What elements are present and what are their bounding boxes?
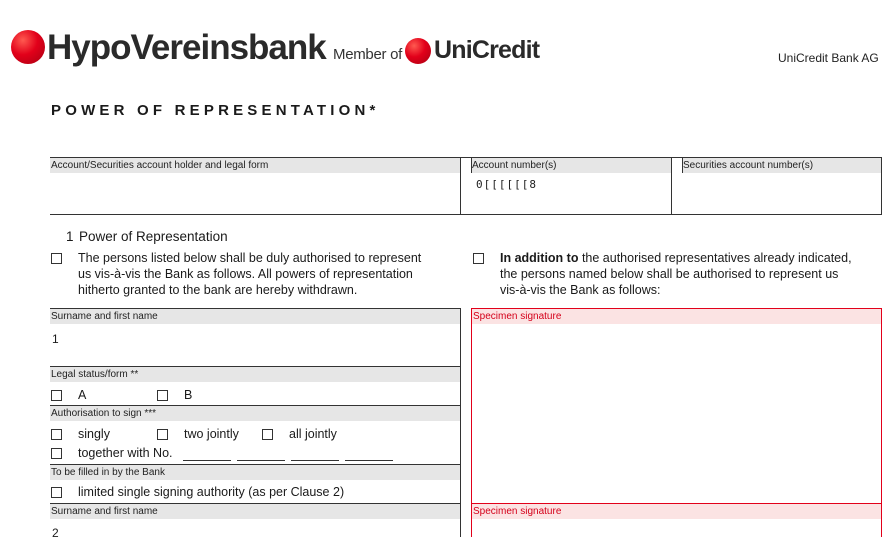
securities-left-border bbox=[682, 157, 683, 173]
rep1-signature-right-border bbox=[881, 308, 882, 504]
top-divider-1 bbox=[460, 157, 461, 215]
rep1-singly-checkbox[interactable] bbox=[51, 429, 62, 440]
account-number-label: Account number(s) bbox=[471, 158, 671, 173]
rep1-limited-label: limited single signing authority (as per Clause 2) bbox=[78, 485, 345, 499]
rep1-index: 1 bbox=[52, 332, 59, 346]
replace-line-2: us vis-à-vis the Bank as follows. All powers of representation bbox=[78, 267, 413, 281]
rep1-legal-label: Legal status/form ** bbox=[50, 367, 460, 382]
replace-representatives-text bbox=[78, 250, 458, 298]
rep1-all-jointly-checkbox[interactable] bbox=[262, 429, 273, 440]
unicredit-logo-text: UniCredit bbox=[434, 36, 540, 64]
rep1-all-jointly-label: all jointly bbox=[289, 427, 337, 441]
rep1-auth-label: Authorisation to sign *** bbox=[50, 406, 460, 421]
additional-bold: In addition to bbox=[500, 251, 579, 265]
replace-line-1: The persons listed below shall be duly authorised to represent bbox=[78, 251, 422, 265]
additional-line-3: vis-à-vis the Bank as follows: bbox=[500, 283, 661, 297]
rep1-together-checkbox[interactable] bbox=[51, 448, 62, 459]
unicredit-logo-icon bbox=[405, 38, 431, 64]
replace-line-3: hitherto granted to the bank are hereby withdrawn. bbox=[78, 283, 358, 297]
hypovereinsbank-logo-icon bbox=[11, 30, 45, 64]
rep2-signature-label: Specimen signature bbox=[472, 504, 881, 519]
top-fields-bottom-border bbox=[50, 214, 882, 215]
rep2-surname-label: Surname and first name bbox=[50, 504, 460, 519]
section-1-title: Power of Representation bbox=[79, 229, 228, 244]
brand-logo-text: HypoVereinsbank bbox=[47, 28, 326, 67]
holder-field[interactable] bbox=[50, 173, 460, 214]
securities-account-field[interactable] bbox=[682, 173, 882, 214]
rep1-signature-label: Specimen signature bbox=[472, 309, 881, 324]
bank-name: UniCredit Bank AG bbox=[778, 51, 879, 65]
rep1-bank-label: To be filled in by the Bank bbox=[50, 465, 460, 480]
securities-account-label: Securities account number(s) bbox=[682, 158, 882, 173]
rep1-legal-a-label: A bbox=[78, 388, 87, 402]
top-divider-2 bbox=[671, 157, 672, 215]
replace-representatives-checkbox[interactable] bbox=[51, 253, 62, 264]
rep1-together-label: together with No. bbox=[78, 446, 173, 460]
section-1-number: 1 bbox=[66, 229, 74, 244]
account-number-field[interactable]: 0[[[[[[8 bbox=[476, 178, 537, 191]
rep1-limited-checkbox[interactable] bbox=[51, 487, 62, 498]
rep1-surname-label: Surname and first name bbox=[50, 309, 460, 324]
account-left-border bbox=[471, 157, 472, 173]
additional-representatives-checkbox[interactable] bbox=[473, 253, 484, 264]
rep1-two-jointly-label: two jointly bbox=[184, 427, 239, 441]
rep1-together-field-1[interactable] bbox=[183, 460, 231, 461]
holder-label: Account/Securities account holder and legal form bbox=[50, 158, 460, 173]
rep1-legal-a-checkbox[interactable] bbox=[51, 390, 62, 401]
top-right-border bbox=[881, 157, 882, 215]
additional-line-1 bbox=[500, 250, 885, 266]
additional-line-1-rest: the authorised representatives already indicated, bbox=[578, 251, 852, 265]
additional-line-2: the persons named below shall be authorised to represent us bbox=[500, 267, 839, 281]
rep1-surname-field[interactable] bbox=[62, 324, 457, 366]
rep1-two-jointly-checkbox[interactable] bbox=[157, 429, 168, 440]
rep1-signature-field[interactable] bbox=[472, 324, 881, 503]
rep1-together-field-3[interactable] bbox=[291, 460, 339, 461]
rep1-legal-b-label: B bbox=[184, 388, 193, 402]
rep1-legal-b-checkbox[interactable] bbox=[157, 390, 168, 401]
document-title: POWER OF REPRESENTATION* bbox=[51, 102, 380, 119]
rep2-index: 2 bbox=[52, 526, 59, 540]
rep1-together-field-2[interactable] bbox=[237, 460, 285, 461]
rep1-singly-label: singly bbox=[78, 427, 110, 441]
rep2-signature-right-border bbox=[881, 503, 882, 537]
additional-representatives-text bbox=[500, 250, 885, 298]
member-of-text: Member of bbox=[333, 46, 402, 63]
rep1-together-field-4[interactable] bbox=[345, 460, 393, 461]
